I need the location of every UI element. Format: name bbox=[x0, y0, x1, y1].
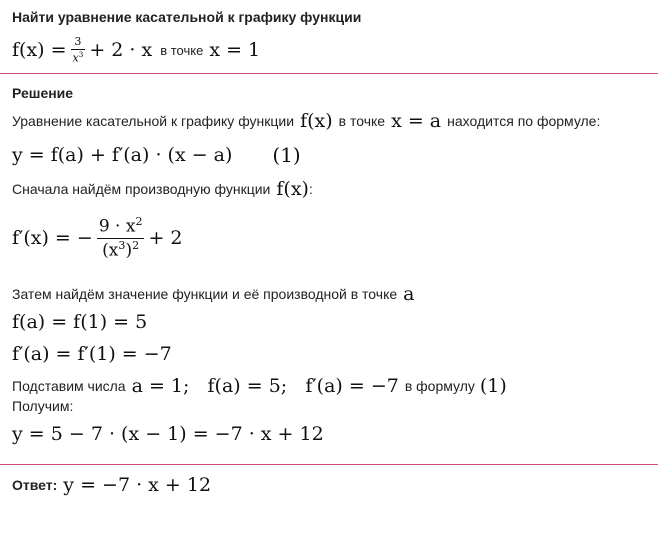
derivative-intro-fx: f(x) bbox=[276, 178, 309, 200]
task-point-text: в точке bbox=[160, 42, 204, 58]
answer-line bbox=[12, 472, 211, 498]
derivative-numerator bbox=[97, 216, 145, 239]
derivative-formula-line bbox=[12, 208, 183, 268]
task-fraction bbox=[71, 36, 86, 64]
derivative-rest: + 2 bbox=[148, 227, 183, 249]
result-equation: y = 5 − 7 · (x − 1) = −7 · x + 12 bbox=[12, 423, 324, 445]
derivative-denominator-close: ) bbox=[125, 240, 133, 261]
task-function-line bbox=[12, 32, 260, 68]
values-intro-text: Затем найдём значение функции и её производной в точке bbox=[12, 286, 398, 302]
values-intro-line bbox=[12, 282, 414, 306]
substitute-text-a: Подставим числа bbox=[12, 378, 126, 394]
substitute-text-b: в формулу bbox=[404, 378, 475, 394]
substitute-line bbox=[12, 374, 507, 398]
answer-label: Ответ: bbox=[12, 477, 58, 493]
line1-text-a: Уравнение касательной к графику функции bbox=[12, 113, 295, 129]
derivative-intro-line bbox=[12, 176, 313, 202]
derivative-intro-text: Сначала найдём производную функции bbox=[12, 181, 271, 197]
fa-value: f(a) = f(1) = 5 bbox=[12, 311, 148, 333]
fpa-value: f′(a) = f′(1) = −7 bbox=[12, 343, 172, 365]
task-title: Найти уравнение касательной к графику функции bbox=[12, 9, 362, 25]
substitute-values: a = 1; f(a) = 5; f′(a) = −7 bbox=[131, 375, 399, 397]
derivative-denominator-base: (x bbox=[102, 240, 119, 261]
tangent-formula: y = f(a) + f′(a) · (x − a) bbox=[12, 144, 233, 166]
divider-top bbox=[0, 73, 658, 74]
derivative-intro-colon: : bbox=[308, 181, 313, 197]
line1-text-b: в точке bbox=[338, 113, 386, 129]
task-function-lhs: f(x) = bbox=[12, 39, 67, 61]
derivative-denominator-outer-exponent: 2 bbox=[132, 238, 140, 252]
task-fraction-denominator bbox=[71, 50, 86, 64]
tangent-formula-line bbox=[12, 140, 301, 170]
formula-number: (1) bbox=[272, 143, 301, 167]
divider-bottom bbox=[0, 464, 658, 465]
got-label: Получим: bbox=[12, 398, 74, 414]
derivative-lhs: f′(x) = − bbox=[12, 227, 93, 249]
line1-xa: x = a bbox=[391, 110, 442, 132]
derivative-numerator-exponent: 2 bbox=[135, 215, 143, 228]
task-fraction-numerator: 3 bbox=[71, 36, 86, 50]
task-point-value: x = 1 bbox=[209, 39, 261, 61]
solution-heading: Решение bbox=[12, 85, 74, 101]
solution-line1 bbox=[12, 108, 600, 134]
line1-fx: f(x) bbox=[300, 110, 333, 132]
derivative-numerator-base: 9 · x bbox=[98, 216, 136, 237]
task-function-rest: + 2 · x bbox=[89, 39, 153, 61]
derivative-fraction bbox=[97, 216, 145, 260]
derivative-denominator bbox=[97, 239, 145, 261]
substitute-ref: (1) bbox=[479, 375, 507, 397]
task-fraction-exponent: 3 bbox=[78, 49, 84, 59]
derivative-denominator-inner-exponent: 3 bbox=[118, 238, 126, 252]
task-fraction-base: x bbox=[72, 51, 79, 65]
values-intro-a: a bbox=[403, 283, 415, 305]
answer-value: y = −7 · x + 12 bbox=[63, 474, 212, 496]
line1-text-c: находится по формуле: bbox=[447, 113, 601, 129]
